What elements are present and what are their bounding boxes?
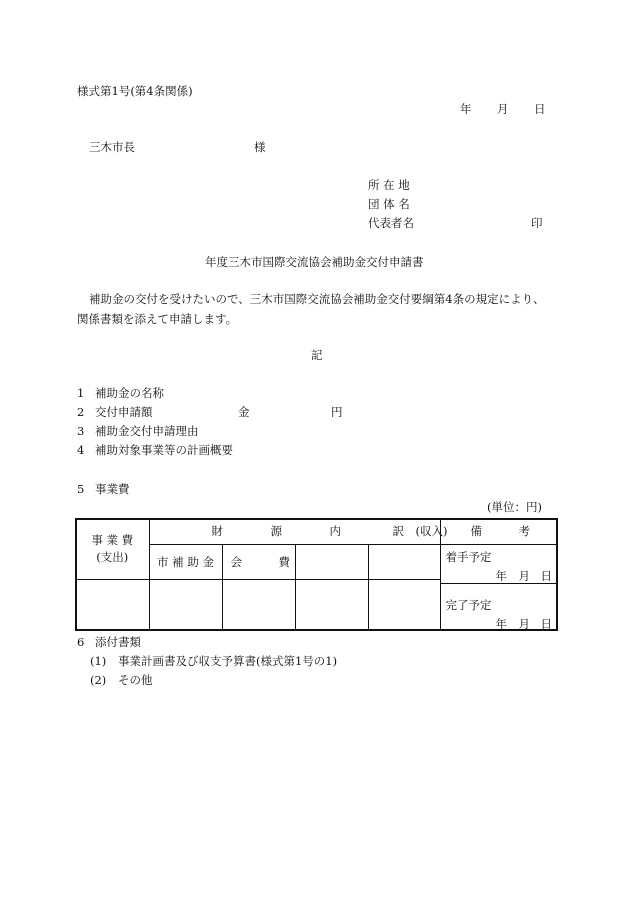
fee-header-char-2: 費 bbox=[278, 554, 290, 569]
addressee-name: 三木市長 bbox=[89, 140, 135, 154]
item-label: 交付申請額 bbox=[95, 405, 153, 419]
attachments-heading: 添付書類 bbox=[95, 635, 141, 649]
item-label: 補助金の名称 bbox=[95, 386, 164, 400]
date-day: 日 bbox=[534, 102, 546, 116]
attachment-label: その他 bbox=[118, 673, 153, 687]
remarks-header-cell bbox=[440, 519, 557, 544]
blank-value-cell bbox=[295, 579, 368, 630]
budget-table bbox=[76, 519, 557, 630]
city-subsidy-value-cell bbox=[149, 579, 222, 630]
source-header-income: (収入) bbox=[415, 524, 448, 538]
city-subsidy-header: 市 補 助 金 bbox=[157, 554, 214, 569]
remarks-cell bbox=[440, 544, 557, 630]
document-title: 年度三木市国際交流協会補助金交付申請書 bbox=[205, 255, 424, 269]
fee-header-cell bbox=[222, 544, 295, 579]
attachment-number: (2) bbox=[90, 673, 107, 687]
form-number: 様式第1号(第4条関係) bbox=[77, 84, 193, 98]
attachment-number: (1) bbox=[90, 654, 107, 668]
source-header-char-1: 財 bbox=[211, 524, 223, 538]
representative-label: 代表者名 bbox=[368, 216, 414, 230]
fee-value-cell bbox=[222, 579, 295, 630]
remarks-divider bbox=[441, 583, 558, 584]
expense-header: 事 業 費 bbox=[91, 533, 134, 548]
end-day: 日 bbox=[540, 616, 552, 631]
source-header-char-3: 内 bbox=[329, 524, 341, 538]
end-year: 年 bbox=[495, 616, 507, 631]
start-day: 日 bbox=[540, 568, 552, 583]
expense-header-cell bbox=[76, 519, 149, 579]
body-line-1: 補助金の交付を受けたいので、三木市国際交流協会補助金交付要綱第4条の規定により、 bbox=[89, 292, 545, 306]
start-year: 年 bbox=[495, 568, 507, 583]
remarks-header-char-2: 考 bbox=[518, 524, 530, 538]
blank-header-cell bbox=[368, 544, 440, 579]
expense-value-cell bbox=[76, 579, 149, 630]
item-number: 4 bbox=[77, 443, 85, 457]
item-number: 1 bbox=[77, 386, 85, 400]
addressee-honorific: 様 bbox=[254, 140, 266, 154]
item-label: 補助対象事業等の計画概要 bbox=[95, 443, 233, 457]
amount-currency: 金 bbox=[238, 405, 250, 419]
item-label: 補助金交付申請理由 bbox=[95, 424, 199, 438]
ki-heading: 記 bbox=[311, 348, 323, 362]
unit-note: (単位：円) bbox=[487, 500, 542, 514]
date-month: 月 bbox=[497, 102, 509, 116]
item-number: 2 bbox=[77, 405, 85, 419]
city-subsidy-cell bbox=[149, 544, 222, 579]
remarks-header-char-1: 備 bbox=[470, 524, 482, 538]
seal-mark: 印 bbox=[531, 216, 543, 230]
source-header-char-4: 訳 bbox=[392, 524, 404, 538]
end-month: 月 bbox=[518, 616, 530, 631]
item-label: 事業費 bbox=[95, 482, 130, 496]
blank-header-cell bbox=[295, 544, 368, 579]
organization-label: 団 体 名 bbox=[368, 197, 410, 211]
body-line-2: 関係書類を添えて申請します。 bbox=[77, 312, 238, 326]
date-year: 年 bbox=[460, 102, 472, 116]
item-number: 3 bbox=[77, 424, 85, 438]
start-plan-label: 着手予定 bbox=[445, 549, 492, 564]
blank-value-cell bbox=[368, 579, 440, 630]
source-header-char-2: 源 bbox=[270, 524, 282, 538]
end-plan-label: 完了予定 bbox=[445, 597, 492, 612]
start-month: 月 bbox=[518, 568, 530, 583]
expense-sub-header: (支出) bbox=[96, 549, 129, 564]
address-label: 所 在 地 bbox=[368, 178, 410, 192]
amount-unit: 円 bbox=[331, 405, 343, 419]
item-number: 5 bbox=[77, 482, 85, 496]
attachment-label: 事業計画書及び収支予算書(様式第1号の1) bbox=[118, 654, 338, 668]
fee-header-char-1: 会 bbox=[230, 554, 242, 569]
source-header-cell bbox=[149, 519, 448, 544]
attachments-number: 6 bbox=[77, 635, 85, 649]
